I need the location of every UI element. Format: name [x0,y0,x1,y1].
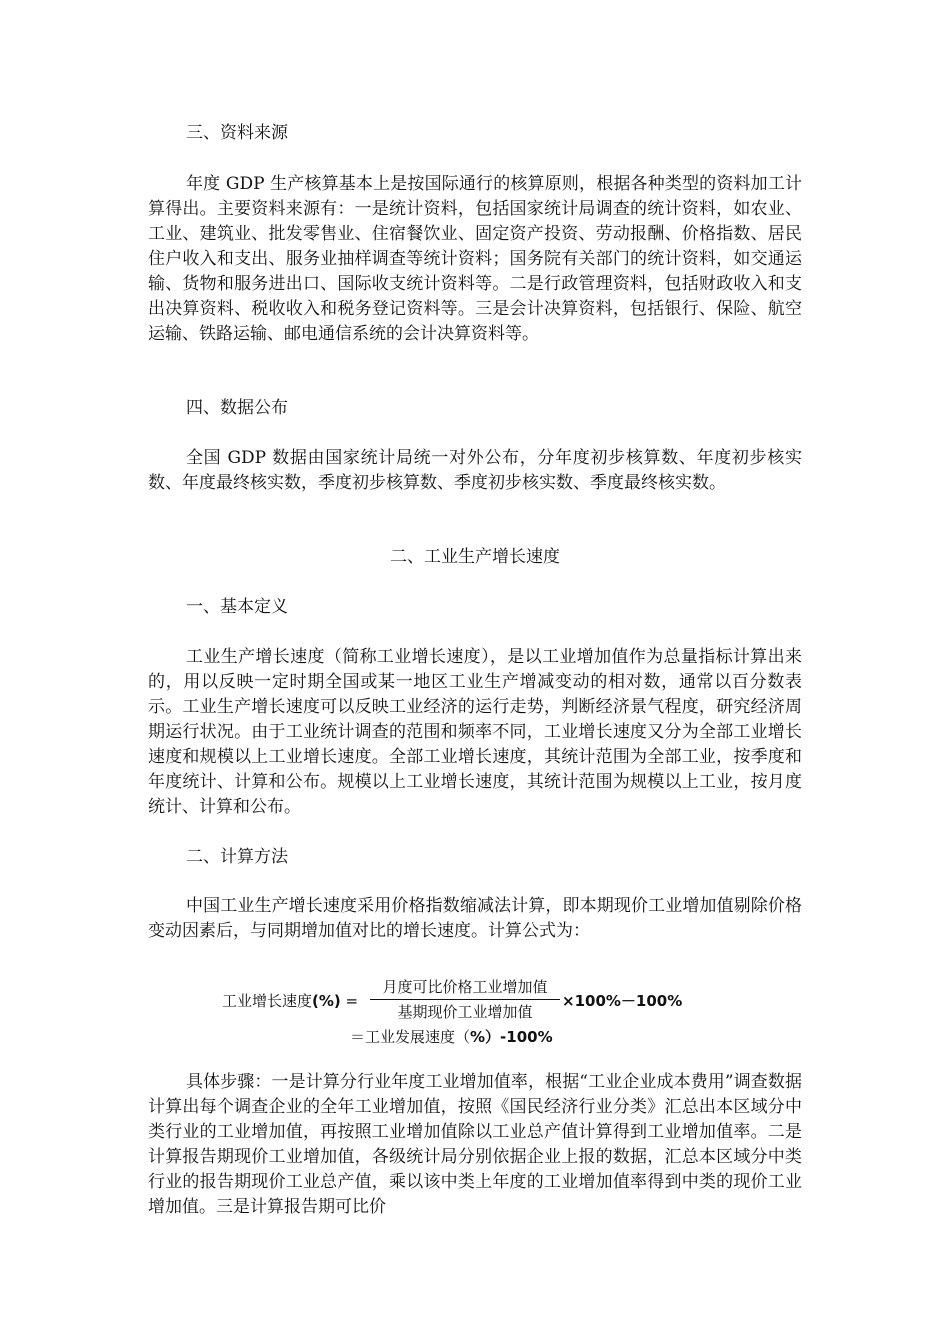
formula-lhs [222,990,358,1011]
fraction-bar [370,999,560,1000]
formula-lhs-label: 工业增长速度 [222,992,313,1010]
formula-second-line [350,1026,553,1047]
paragraph-text: 中国工业生产增长速度采用价格指数缩减法计算，即本期现价工业增加值剔除价格变动因素后，与同期增加值对比的增长速度。计算公式为： [148,896,802,941]
paragraph-data-sources [148,172,802,347]
formula-line2-unit: % [470,1028,486,1046]
paragraph-data-release [148,446,802,496]
section-heading-data-sources [148,120,802,146]
formula-lhs-unit: (%) [312,992,341,1010]
section-heading-method [148,844,802,870]
formula-numerator: 月度可比价格工业增加值 [382,978,548,996]
chapter-title [148,544,802,570]
heading-text: 二、计算方法 [186,847,288,867]
formula-line2-suffix: ）-100% [485,1028,553,1046]
paragraph-definition [148,645,802,820]
growth-rate-formula [222,976,682,1050]
formula-line2-prefix: ＝工业发展速度（ [350,1028,471,1046]
heading-text: 三、资料来源 [186,123,288,143]
heading-text: 四、数据公布 [186,398,288,418]
chapter-title-text: 二、工业生产增长速度 [390,547,560,567]
section-heading-definition [148,594,802,620]
formula-equals: = [345,992,359,1010]
paragraph-text: 工业生产增长速度（简称工业增长速度），是以工业增加值作为总量指标计算出来的，用以反映一定时期全国或某一地区工业生产增减变动的相对数，通常以百分数表示。工业生产增长速度可以反映工业经济的运行走势，判断经济景气程度，研究经济周期运行状况。由于工业统计调查的范围和频率不同，工业增长速度又分为全部工业增长速度和规模以上工业增长速度。全部工业增长速度，其统计范围为全部工业，按季度和年度统计、计算和公布。规模以上工业增长速度，其统计范围为规模以上工业，按月度统计、计算和公布。 [148,647,802,817]
paragraph-text: 年度 GDP 生产核算基本上是按国际通行的核算原则，根据各种类型的资料加工计算得出。主要资料来源有：一是统计资料，包括国家统计局调查的统计资料，如农业、工业、建筑业、批发零售业、住宿餐饮业、固定资产投资、劳动报酬、价格指数、居民住户收入和支出、服务业抽样调查等统计资料；国务院有关部门的统计资料，如交通运输、货物和服务进出口、国际收支统计资料等。二是行政管理资料，包括财政收入和支出决算资料、税收收入和税务登记资料等。三是会计决算资料，包括银行、保险、航空运输、铁路运输、邮电通信系统的会计决算资料等。 [148,174,802,344]
formula-fraction [370,976,560,1023]
formula-tail: ×100%－100% [562,992,683,1010]
formula-denominator: 基期现价工业增加值 [397,1003,533,1021]
section-heading-data-release [148,395,802,421]
paragraph-text: 具体步骤：一是计算分行业年度工业增加值率，根据“工业企业成本费用”调查数据计算出每个调查企业的全年工业增加值，按照《国民经济行业分类》汇总出本区域分中类行业的工业增加值，再按照工业增加值除以工业总产值计算得到工业增加值率。二是计算报告期现价工业增加值，各级统计局分别依据企业上报的数据，汇总本区域分中类行业的报告期现价工业总产值，乘以该中类上年度的工业增加值率得到中类的现价工业增加值。三是计算报告期可比价 [148,1072,802,1217]
paragraph-text: 全国 GDP 数据由国家统计局统一对外公布，分年度初步核算数、年度初步核实数、年度最终核实数，季度初步核算数、季度初步核实数、季度最终核实数。 [148,448,802,493]
paragraph-steps [148,1070,802,1220]
paragraph-method [148,894,802,944]
heading-text: 一、基本定义 [186,597,288,617]
